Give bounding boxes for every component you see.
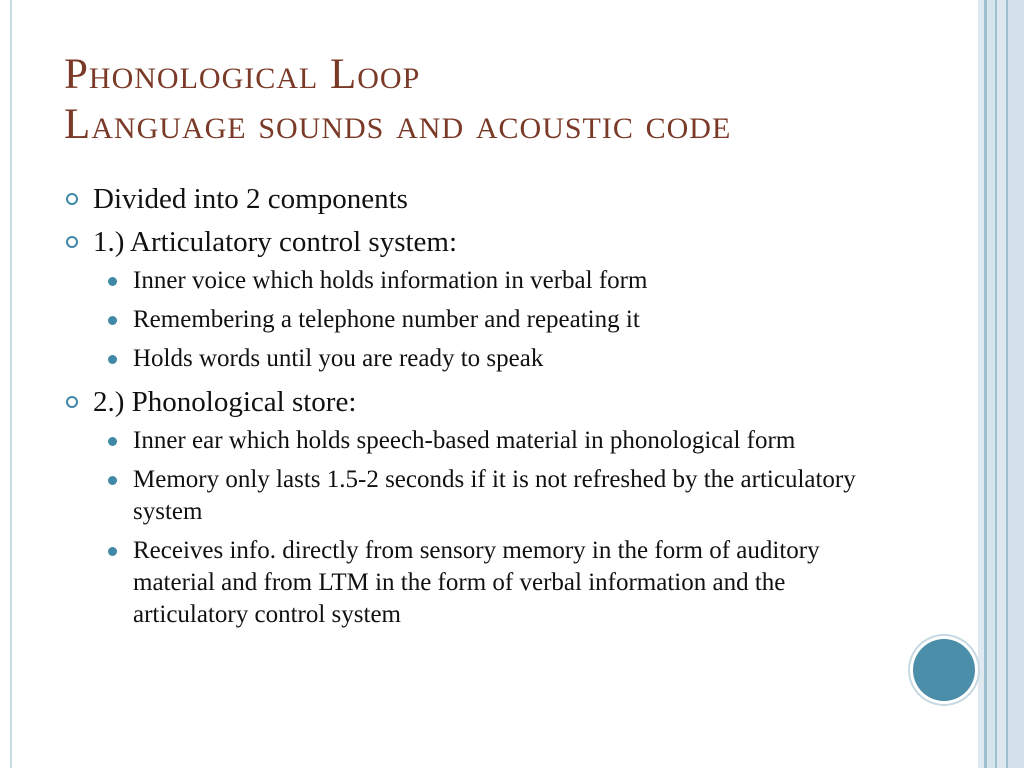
title-line-1: Phonological Loop: [64, 51, 421, 98]
sub-bullet-text: Inner ear which holds speech-based material in phonological form: [133, 427, 796, 454]
sub-bullet-list: [64, 425, 894, 631]
bullet-text: 1.) Articulatory control system:: [93, 226, 458, 258]
sub-bullet-item: [64, 265, 894, 297]
bullet-ring-icon: [66, 236, 78, 248]
bullet-dot-icon: [108, 355, 117, 364]
decorative-stripe: [1008, 0, 1024, 768]
bullet-dot-icon: [108, 277, 117, 286]
sub-bullet-item: [64, 535, 894, 631]
decorative-stripe: [997, 0, 1006, 768]
sub-bullet-list: [64, 265, 894, 375]
slide-title: [64, 50, 944, 150]
bullet-ring-icon: [66, 396, 78, 408]
left-frame-line: [10, 0, 12, 768]
bullet-dot-icon: [108, 437, 117, 446]
bullet-list: [64, 182, 894, 641]
sub-bullet-item: [64, 464, 894, 528]
bullet-item: [64, 385, 894, 419]
decorative-circle: [913, 639, 975, 701]
bullet-dot-icon: [108, 476, 117, 485]
decorative-stripe: [987, 0, 995, 768]
bullet-item: [64, 225, 894, 259]
sub-bullet-text: Memory only lasts 1.5-2 seconds if it is not refreshed by the articulatory system: [133, 466, 856, 525]
sub-bullet-text: Holds words until you are ready to speak: [133, 345, 544, 372]
bullet-item: [64, 182, 894, 216]
sub-bullet-item: [64, 343, 894, 375]
sub-bullet-text: Remembering a telephone number and repeating it: [133, 306, 640, 333]
sub-bullet-item: [64, 304, 894, 336]
sub-bullet-text: Receives info. directly from sensory memory in the form of auditory material and from LTM in the form of verbal information and the articulatory control system: [133, 537, 820, 628]
title-line-2: Language sounds and acoustic code: [64, 101, 732, 148]
bullet-ring-icon: [66, 193, 78, 205]
bullet-text: Divided into 2 components: [93, 183, 408, 215]
bullet-dot-icon: [108, 316, 117, 325]
sub-bullet-text: Inner voice which holds information in verbal form: [133, 267, 648, 294]
bullet-dot-icon: [108, 547, 117, 556]
sub-bullet-item: [64, 425, 894, 457]
bullet-text: 2.) Phonological store:: [93, 386, 357, 418]
